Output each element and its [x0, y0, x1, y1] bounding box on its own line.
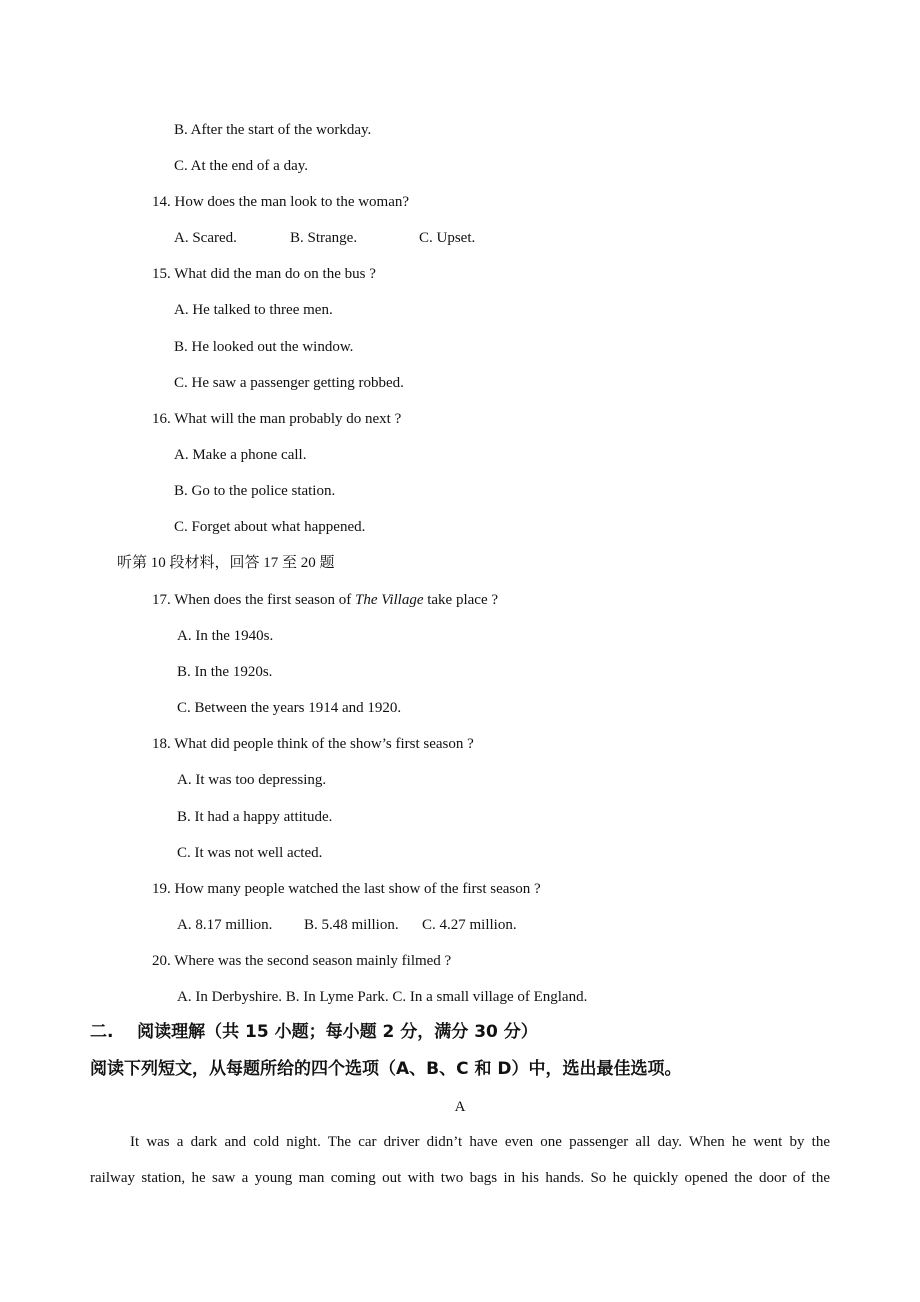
q18-option-c: C. It was not well acted.	[177, 845, 323, 861]
q16-option-c: C. Forget about what happened.	[174, 519, 366, 535]
q15-question: 15. What did the man do on the bus ?	[152, 266, 376, 282]
q19-option-b: B. 5.48 million.	[304, 917, 399, 933]
q17-option-a: A. In the 1940s.	[177, 628, 274, 644]
q14-option-c: C. Upset.	[419, 230, 476, 246]
part2-instruction: 阅读下列短文，从每题所给的四个选项（A、B、C 和 D）中，选出最佳选项。	[90, 1059, 682, 1079]
q17-option-c: C. Between the years 1914 and 1920.	[177, 700, 402, 716]
q17-question-suffix: take place ?	[423, 592, 499, 608]
q13-option-c: C. At the end of a day.	[174, 158, 308, 174]
q20-question: 20. Where was the second season mainly filmed ?	[152, 953, 452, 969]
q19-question: 19. How many people watched the last show of the first season ?	[152, 881, 541, 897]
q20-options: A. In Derbyshire. B. In Lyme Park. C. In a small village of England.	[177, 989, 588, 1005]
q19-options	[177, 916, 517, 934]
q19-option-c: C. 4.27 million.	[422, 917, 517, 933]
q16-question: 16. What will the man probably do next ?	[152, 411, 402, 427]
q18-option-b: B. It had a happy attitude.	[177, 809, 333, 825]
q16-option-a: A. Make a phone call.	[174, 447, 307, 463]
q17-option-b: B. In the 1920s.	[177, 664, 273, 680]
passage-label: A	[454, 1099, 466, 1115]
q17-question-prefix: 17. When does the first season of	[152, 592, 356, 608]
part2-heading: 二. 阅读理解（共 15 小题；每小题 2 分，满分 30 分）	[90, 1022, 538, 1042]
q13-option-b: B. After the start of the workday.	[174, 122, 372, 138]
q17-question	[152, 591, 498, 609]
q18-option-a: A. It was too depressing.	[177, 772, 327, 788]
q17-show-title: The Village	[355, 592, 424, 608]
q14-options	[174, 229, 475, 247]
q15-option-b: B. He looked out the window.	[174, 339, 354, 355]
q15-option-a: A. He talked to three men.	[174, 302, 333, 318]
passage-line-1: It was a dark and cold night. The car driver didn’t have even one passenger all day. When he went by the	[130, 1134, 830, 1150]
q15-option-c: C. He saw a passenger getting robbed.	[174, 375, 404, 391]
passage-line-2: railway station, he saw a young man coming out with two bags in his hands. So he quickly opened the door of the	[90, 1170, 830, 1186]
section-note: 听第 10 段材料，回答 17 至 20 题	[117, 555, 335, 571]
q19-option-a: A. 8.17 million.	[177, 917, 273, 933]
q14-option-a: A. Scared.	[174, 230, 237, 246]
q14-option-b: B. Strange.	[290, 230, 358, 246]
q18-question: 18. What did people think of the show’s first season ?	[152, 736, 474, 752]
q14-question: 14. How does the man look to the woman?	[152, 194, 410, 210]
q16-option-b: B. Go to the police station.	[174, 483, 336, 499]
